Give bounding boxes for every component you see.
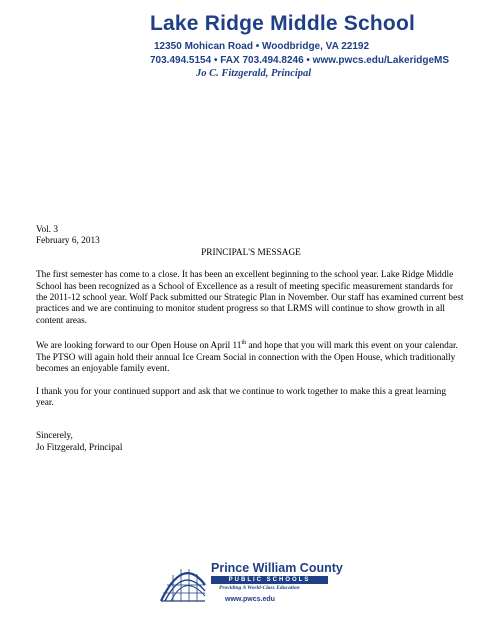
signature: Jo Fitzgerald, Principal bbox=[36, 442, 123, 453]
letter-body bbox=[36, 225, 466, 454]
principal-name: Jo C. Fitzgerald, Principal bbox=[196, 68, 312, 79]
volume-label: Vol. 3 bbox=[36, 225, 59, 235]
school-address: 12350 Mohican Road • Woodbridge, VA 22192 bbox=[154, 41, 370, 52]
paragraph-2-text-a: We are looking forward to our Open House on April 11 bbox=[36, 341, 242, 352]
logo-band: PUBLIC SCHOOLS bbox=[211, 576, 328, 584]
letter-heading: PRINCIPAL'S MESSAGE bbox=[201, 247, 301, 258]
letterhead bbox=[150, 12, 480, 81]
logo-org-name: Prince William County bbox=[211, 561, 343, 575]
paragraph-2 bbox=[36, 338, 466, 375]
letter-date: February 6, 2013 bbox=[36, 236, 100, 247]
paragraph-2-superscript: th bbox=[241, 340, 247, 347]
globe-grid-icon bbox=[159, 561, 207, 605]
paragraph-3: I thank you for your continued support and ask that we continue to work together to make this a great learning year. bbox=[36, 386, 446, 408]
footer-url: www.pwcs.edu bbox=[225, 596, 275, 603]
logo-tagline: Providing A World-Class Education bbox=[219, 585, 300, 591]
school-contact: 703.494.5154 • FAX 703.494.8246 • www.pwcs.edu/LakeridgeMS bbox=[150, 55, 450, 66]
closing: Sincerely, bbox=[36, 431, 73, 442]
school-name: Lake Ridge Middle School bbox=[150, 12, 416, 35]
paragraph-1: The first semester has come to a close. It has been an excellent beginning to the school year. Lake Ridge Middle School has been recognized as a School of Excellence as a result of meeting specific measurement standards for the 2011-12 school year. Wolf Pack submitted our Strategic Plan in November. Our staff has examined current best practices and we are continuing to monitor student progress so that LRMS will continue to show growth in all content areas. bbox=[36, 270, 464, 326]
paragraph-2-text-b: and hope that you will mark this event on your calendar. The PTSO will again hold their annual Ice Cream Social in connection with the Open House, which traditionally becomes an enjoyable family event. bbox=[36, 341, 458, 375]
pwcs-logo bbox=[159, 561, 343, 619]
